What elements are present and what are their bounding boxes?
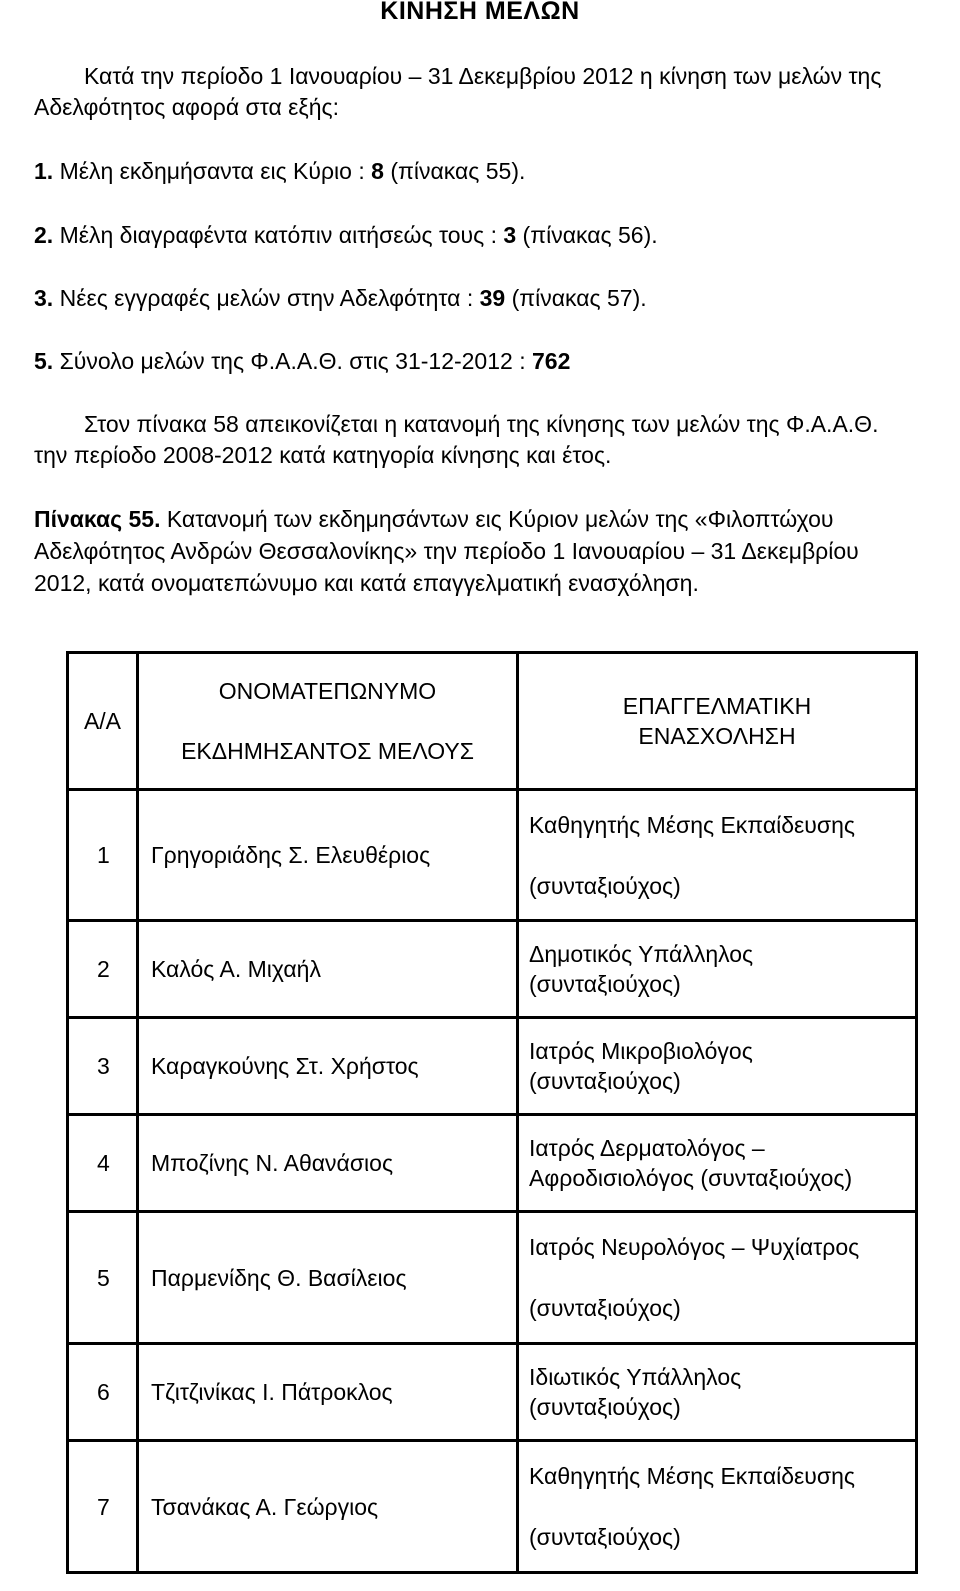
item-tail: (πίνακας 55). [383,158,526,184]
summary-item-5 [34,346,570,376]
paragraph-2-line-2: την περίοδο 2008-2012 κατά κατηγορία κίνησης και έτος. [34,442,612,468]
header-occupation-line-2: ΕΝΑΣΧΟΛΗΣΗ [638,723,796,749]
intro-line-1: Κατά την περίοδο 1 Ιανουαρίου – 31 Δεκεμβρίου 2012 η κίνηση των μελών της [84,63,882,89]
item-text: Μέλη εκδημήσαντα εις Κύριο : [53,158,372,184]
occupation-line-1: Ιατρός Μικροβιολόγος [529,1038,753,1064]
summary-item-2 [34,220,658,250]
table-row [68,1441,917,1573]
deceased-members-table [66,651,918,1574]
summary-item-1 [34,156,525,186]
page-title: ΚΙΝΗΣΗ ΜΕΛΩΝ [380,0,580,25]
member-occupation [518,1212,917,1344]
header-name-line-2: ΕΚΔΗΜΗΣΑΝΤΟΣ ΜΕΛΟΥΣ [181,738,474,764]
occupation-line-1: Καθηγητής Μέσης Εκπαίδευσης [529,811,855,838]
item-number: 5. [34,348,54,374]
occupation-line-1: Δημοτικός Υπάλληλος [529,941,754,967]
item-value: 39 [479,285,506,311]
occupation-line-1: Καθηγητής Μέσης Εκπαίδευσης [529,1463,855,1489]
member-occupation [518,921,917,1018]
member-occupation [518,1018,917,1115]
summary-item-3 [34,283,647,313]
member-name: Τζιτζινίκας Ι. Πάτροκλος [138,1344,518,1441]
item-value: 762 [531,348,571,374]
item-tail: (πίνακας 57). [505,285,647,311]
occupation-line-1: Ιατρός Νευρολόγος – Ψυχίατρος [529,1234,860,1260]
item-text: Σύνολο μελών της Φ.Α.Α.Θ. στις 31-12-2012 : [53,348,532,374]
item-tail: (πίνακας 56). [516,222,658,248]
member-occupation [518,1115,917,1212]
member-occupation [518,1344,917,1441]
table-caption-line-2: Αδελφότητος Ανδρών Θεσσαλονίκης» την περίοδο 1 Ιανουαρίου – 31 Δεκεμβρίου [34,538,859,564]
occupation-line-1: Ιδιωτικός Υπάλληλος [529,1364,742,1390]
row-number: 1 [68,790,138,921]
occupation-line-2: (συνταξιούχος) [529,1295,681,1321]
member-occupation [518,790,917,921]
item-value: 8 [371,158,384,184]
intro-line-2: Αδελφότητος αφορά στα εξής: [34,94,339,120]
header-occupation [518,653,917,790]
row-number: 3 [68,1018,138,1115]
row-number: 7 [68,1441,138,1573]
occupation-line-2: (συνταξιούχος) [529,971,681,997]
header-name-line-1: ΟΝΟΜΑΤΕΠΩΝΥΜΟ [218,678,437,704]
row-number: 2 [68,921,138,1018]
paragraph-2-line-1: Στον πίνακα 58 απεικονίζεται η κατανομή της κίνησης των μελών της Φ.Α.Α.Θ. [84,411,879,437]
table-row [68,921,917,1018]
table-row [68,1344,917,1441]
table-caption-line-1 [34,504,833,534]
row-number: 4 [68,1115,138,1212]
table-row [68,1018,917,1115]
member-name: Μποζίνης Ν. Αθανάσιος [138,1115,518,1212]
member-name: Γρηγοριάδης Σ. Ελευθέριος [138,790,518,921]
occupation-line-2: (συνταξιούχος) [529,1068,681,1094]
member-name: Παρμενίδης Θ. Βασίλειος [138,1212,518,1344]
member-name: Τσανάκας Α. Γεώργιος [138,1441,518,1573]
item-number: 3. [34,285,54,311]
row-number: 6 [68,1344,138,1441]
table-caption-line-3: 2012, κατά ονοματεπώνυμο και κατά επαγγελματική ενασχόληση. [34,570,699,596]
table-row [68,790,917,921]
occupation-line-2: (συνταξιούχος) [529,1394,681,1420]
header-name [138,653,518,790]
occupation-line-2: (συνταξιούχος) [529,1524,681,1550]
table-row [68,1115,917,1212]
member-name: Καλός Α. Μιχαήλ [138,921,518,1018]
table-header-row [68,653,917,790]
table-caption-label: Πίνακας 55. [34,506,161,532]
item-text: Μέλη διαγραφέντα κατόπιν αιτήσεώς τους : [53,222,504,248]
row-number: 5 [68,1212,138,1344]
member-name: Καραγκούνης Στ. Χρήστος [138,1018,518,1115]
item-value: 3 [503,222,517,248]
table-caption-text: Κατανομή των εκδημησάντων εις Κύριον μελών της «Φιλοπτώχου [160,506,834,532]
occupation-line-2: Αφροδισιολόγος (συνταξιούχος) [529,1165,853,1191]
occupation-line-1: Ιατρός Δερματολόγος – [529,1135,765,1161]
item-number: 2. [34,222,54,248]
occupation-line-2: (συνταξιούχος) [529,872,681,899]
item-text: Νέες εγγραφές μελών στην Αδελφότητα : [53,285,480,311]
header-occupation-line-1: ΕΠΑΓΓΕΛΜΑΤΙΚΗ [622,693,812,719]
item-number: 1. [34,158,54,184]
member-occupation [518,1441,917,1573]
header-aa: Α/Α [68,653,138,790]
table-row [68,1212,917,1344]
